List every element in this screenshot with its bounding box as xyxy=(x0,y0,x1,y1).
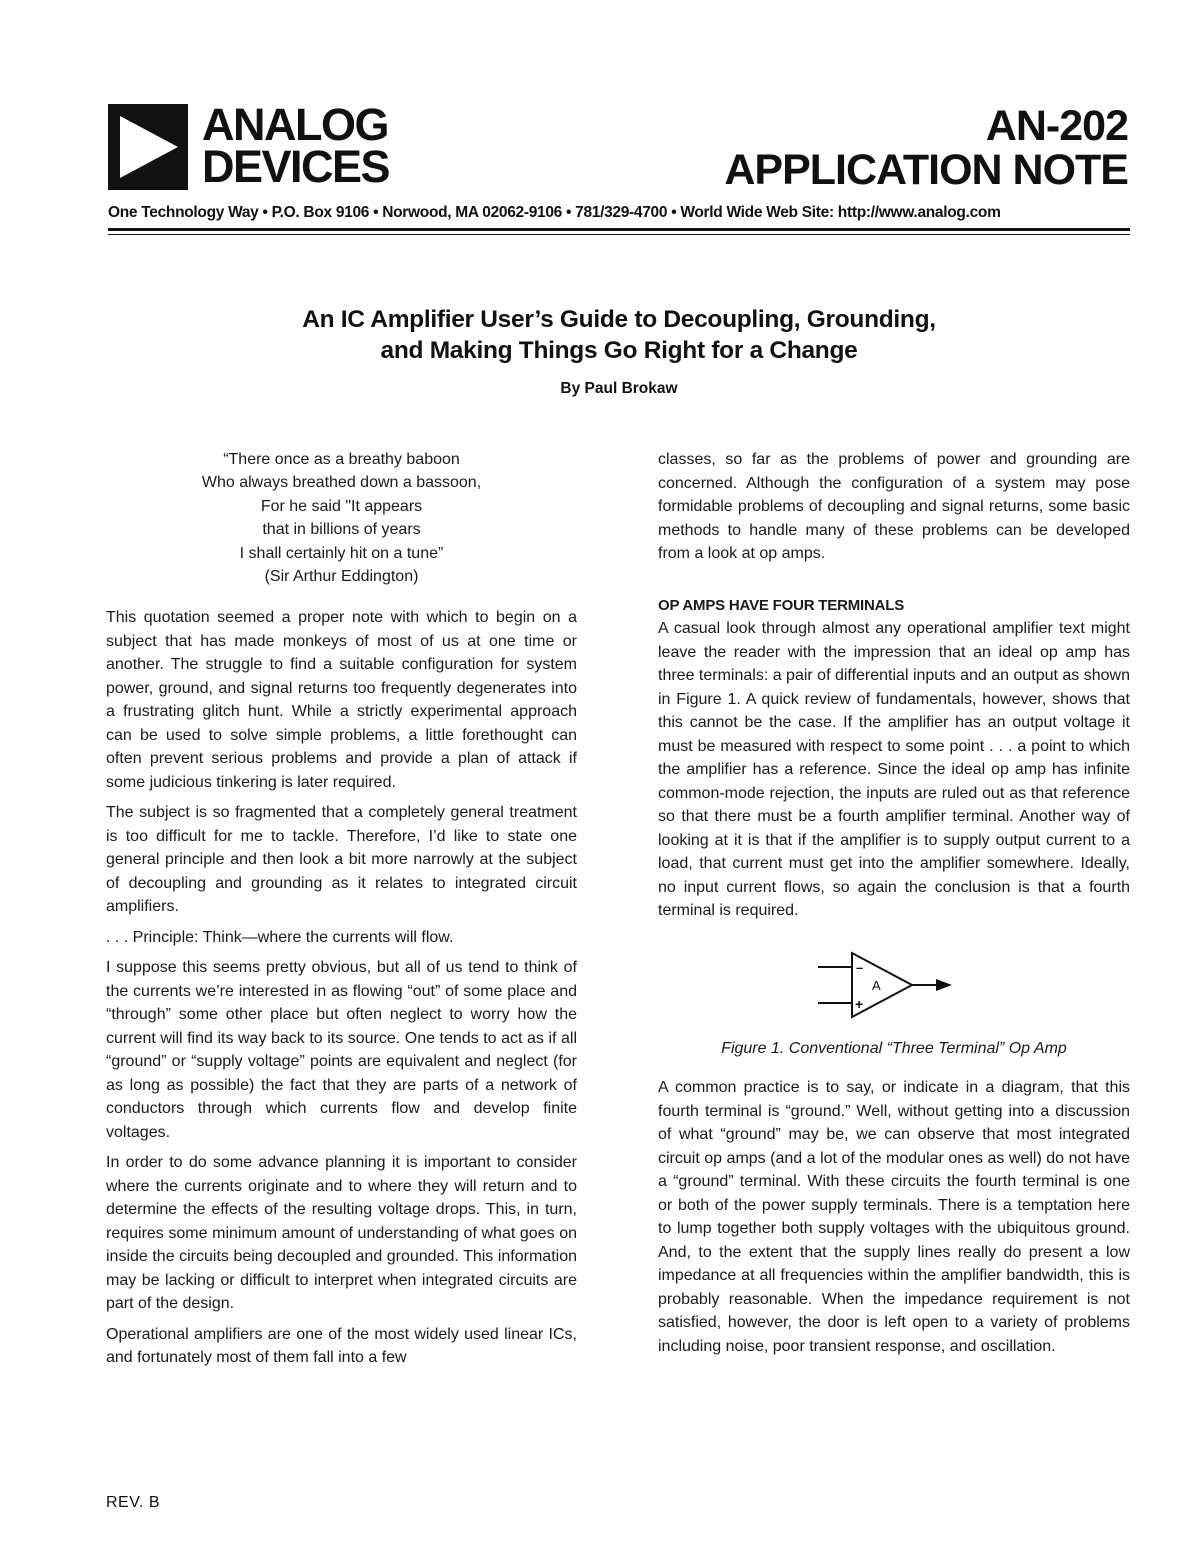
revision-label: REV. B xyxy=(106,1494,160,1511)
figure-1 xyxy=(658,945,1130,1061)
analog-devices-logo xyxy=(108,99,390,192)
brand-line-1: ANALOG xyxy=(202,99,388,150)
body-paragraph: A common practice is to say, or indicate in a diagram, that this fourth terminal is “ground.” Well, without getting into a discussion of what “ground” may be, we can observe that most integrated circuit op amps (and a lot of the modular ones as well) do not have a “ground” terminal. With these circuits the fourth terminal is one or both of the power supply terminals. There is a temptation here to lump together both supply voltages with the ubiquitous ground. And, to the extent that the supply lines really do present a low impedance at all frequencies within the amplifier bandwidth, this is probably reasonable. When the impedance requirement is not satisfied, however, the door is left open to a variety of problems including noise, poor transient response, and oscillation. xyxy=(658,1079,1130,1355)
right-column xyxy=(658,448,1130,1365)
body-paragraph: This quotation seemed a proper note with which to begin on a subject that has made monkeys of most of us at one time or another. The struggle to find a suitable configuration for system power, ground, and signal returns too frequently degenerates into a frustrating glitch hunt. While a strictly experimental approach can be used to solve simple problems, a little forethought can often prevent serious problems and provide a plan of attack if some judicious tinkering is later required. xyxy=(106,609,577,791)
title-line-1: An IC Amplifier User’s Guide to Decoupling, Grounding, xyxy=(302,306,936,333)
op-amp-diagram xyxy=(814,945,974,1025)
quote-line: I shall certainly hit on a tune” xyxy=(239,544,444,562)
quote-line: “There once as a breathy baboon xyxy=(223,451,460,468)
doc-type: APPLICATION NOTE xyxy=(724,146,1128,194)
play-triangle-icon xyxy=(108,104,188,190)
principle-statement: . . . Principle: Think—where the currents will flow. xyxy=(106,928,454,946)
inverting-input-sign: – xyxy=(856,959,864,975)
quote-line: that in billions of years xyxy=(262,521,421,539)
quote-line: For he said "It appears xyxy=(260,497,423,515)
quote-line: Who always breathed down a bassoon, xyxy=(201,474,482,492)
doc-number: AN-202 xyxy=(985,102,1128,150)
company-address: One Technology Way • P.O. Box 9106 • Norwood, MA 02062-9106 • 781/329-4700 • World Wide Web Site: http://www.analog.com xyxy=(108,204,1001,221)
brand-name xyxy=(202,99,390,192)
header-rule-thin xyxy=(108,234,1130,235)
section-heading: OP AMPS HAVE FOUR TERMINALS xyxy=(658,596,905,614)
noninverting-input-sign: + xyxy=(855,995,864,1012)
quote-attribution: (Sir Arthur Eddington) xyxy=(264,568,419,586)
title-block xyxy=(108,304,1130,398)
body-paragraph: classes, so far as the problems of power and grounding are concerned. Although the configuration of a system may pose formidable problems of decoupling and signal returns, some basic methods to handle many of these problems can be developed from a look at op amps. xyxy=(658,451,1130,562)
body-paragraph: A casual look through almost any operational amplifier text might leave the reader with the impression that an ideal op amp has three terminals: a pair of differential inputs and an output as shown in Figure 1. A quick review of fundamentals, however, shows that this cannot be the case. If the amplifier has an output voltage it must be measured with respect to some point . . . a point to which the amplifier has a reference. Since the ideal op amp has infinite common-mode rejection, the inputs are ruled out as that reference so that there must be a fourth amplifier terminal. Another way of looking at it is that if the amplifier is to supply output current to a load, that current must get into the amplifier somewhere. Ideally, no input current flows, so again the conclusion is that a fourth terminal is required. xyxy=(658,620,1130,919)
amp-label: A xyxy=(872,977,881,993)
body-paragraph: Operational amplifiers are one of the most widely used linear ICs, and fortunately most of them fall into a few xyxy=(106,1325,577,1367)
document-id-block xyxy=(724,104,1128,192)
body-paragraph: In order to do some advance planning it is important to consider where the currents originate and to where they will return and to determine the effects of the resulting voltage drops. This, in turn, requires some minimum amount of understanding of what goes on inside the circuits being decoupled and grounded. This information may be lacking or difficult to interpret when integrated circuits are part of the design. xyxy=(106,1154,577,1313)
left-column xyxy=(106,448,577,1377)
header-rule-thick xyxy=(108,228,1130,231)
brand-line-2: DEVICES xyxy=(202,141,390,192)
title-line-2: and Making Things Go Right for a Change xyxy=(380,337,858,364)
byline: By Paul Brokaw xyxy=(560,380,678,397)
figure-caption: Figure 1. Conventional “Three Terminal” Op Amp xyxy=(721,1039,1067,1057)
body-paragraph: I suppose this seems pretty obvious, but all of us tend to think of the currents we’re interested in as flowing “out” of some place and “through” some other place but often neglect to worry how the current will find its way back to its source. One tends to act as if all “ground” or “supply voltage” points are equivalent and neglect (for as long as possible) the fact that they are parts of a network of conductors through which currents flow and develop finite voltages. xyxy=(106,959,577,1141)
body-paragraph: The subject is so fragmented that a completely general treatment is too difficult for me to tackle. Therefore, I’d like to state one general principle and then look a bit more narrowly at the subject of decoupling and grounding as it relates to integrated circuit amplifiers. xyxy=(106,804,577,916)
epigraph-quote xyxy=(106,448,577,588)
